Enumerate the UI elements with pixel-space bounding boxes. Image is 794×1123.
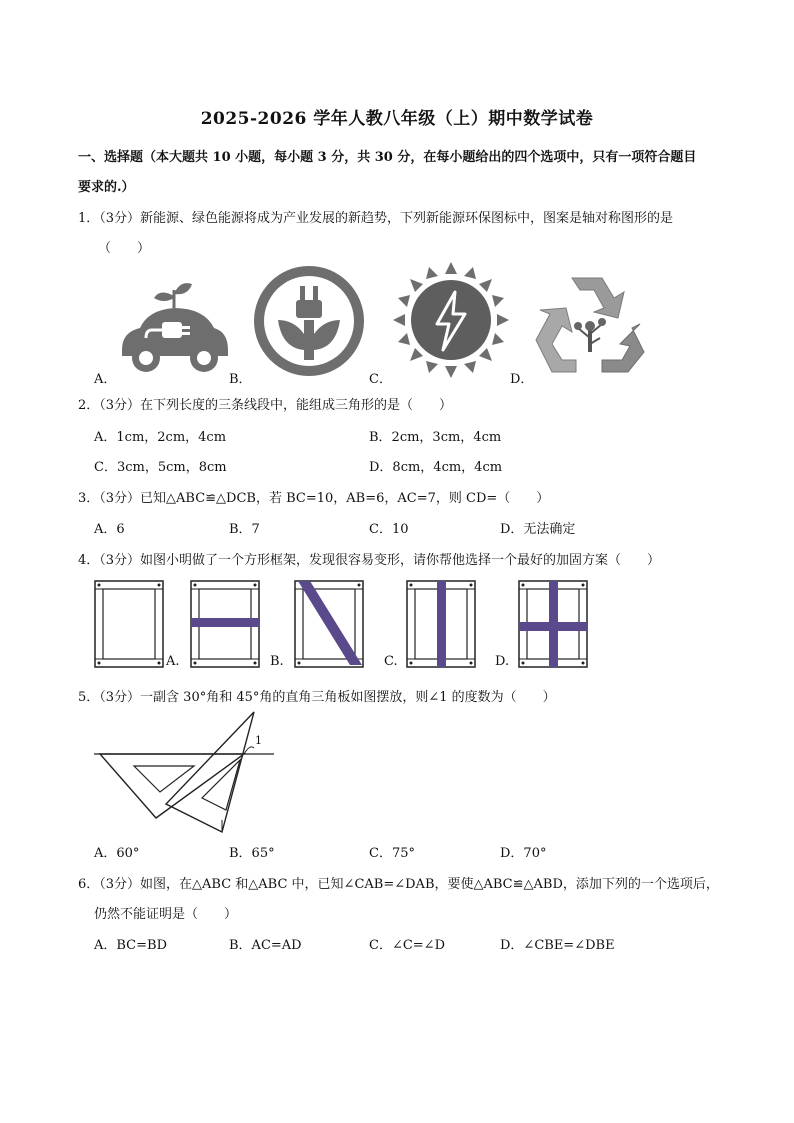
section-heading-line1: 一、选择题（本大题共 10 小题，每小题 3 分，共 30 分，在每小题给出的四个选项中，只有一项符合题目 — [78, 150, 697, 165]
q2-option-a: A．1cm，2cm，4cm — [94, 430, 227, 445]
q5-option-d: D．70° — [500, 846, 547, 861]
q2-stem: 2．（3分）在下列长度的三条线段中，能组成三角形的是（ ） — [78, 398, 453, 413]
plug-plant-icon — [252, 264, 366, 378]
frame-b-figure — [190, 580, 260, 668]
q5-option-c: C．75° — [369, 846, 415, 861]
q1-stem-line2: （ ） — [98, 241, 151, 256]
q3-option-a: A．6 — [94, 522, 125, 537]
q1-label-a: A． — [94, 372, 117, 387]
q6-option-d: D．∠CBE=∠DBE — [500, 938, 615, 953]
angle-1-label: 1 — [255, 734, 262, 747]
q4-stem: 4．（3分）如图小明做了一个方形框架，发现很容易变形，请你帮他选择一个最好的加固方案（ ） — [78, 553, 661, 568]
q3-option-d: D．无法确定 — [500, 522, 576, 537]
q1-label-b: B． — [229, 372, 252, 387]
q5-option-a: A．60° — [94, 846, 140, 861]
q2-option-c: C．3cm，5cm，8cm — [94, 460, 227, 475]
q6-stem-line2: 仍然不能证明是（ ） — [94, 907, 238, 922]
q2-option-d: D．8cm，4cm，4cm — [369, 460, 503, 475]
frame-c-figure — [294, 580, 364, 668]
q5-option-b: B．65° — [229, 846, 275, 861]
frame-a-figure — [94, 580, 164, 668]
set-squares-figure — [94, 708, 284, 832]
frame-d-figure — [406, 580, 476, 668]
page-title: 2025-2026 学年人教八年级（上）期中数学试卷 — [200, 109, 594, 129]
q3-stem: 3．（3分）已知△ABC≌△DCB，若 BC=10，AB=6，AC=7，则 CD=（ ） — [78, 491, 550, 506]
q4-label-d: D. — [495, 654, 510, 669]
q1-label-d: D． — [510, 372, 534, 387]
q4-label-c: C. — [384, 654, 398, 669]
section-heading-line2: 要求的.） — [78, 180, 135, 195]
q5-stem: 5．（3分）一副含 30°角和 45°角的直角三角板如图摆放，则∠1 的度数为（ ） — [78, 690, 556, 705]
q3-option-b: B．7 — [229, 522, 260, 537]
q6-option-b: B．AC=AD — [229, 938, 302, 953]
q4-label-a: A. — [166, 654, 180, 669]
recycle-tree-icon — [532, 268, 650, 378]
frame-e-figure — [518, 580, 588, 668]
q2-option-b: B．2cm，3cm，4cm — [369, 430, 502, 445]
q6-stem-line1: 6．（3分）如图，在△ABC 和△ABC 中，已知∠CAB=∠DAB，要使△ABC≌△ABD，添加下列的一个选项后， — [78, 877, 719, 892]
car-plug-icon — [118, 282, 230, 378]
sun-lightning-icon — [393, 262, 509, 378]
q6-option-c: C．∠C=∠D — [369, 938, 445, 953]
q1-stem-line1: 1．（3分）新能源、绿色能源将成为产业发展的新趋势，下列新能源环保图标中，图案是轴对称图形的是 — [78, 211, 674, 226]
q1-label-c: C． — [369, 372, 392, 387]
q6-option-a: A．BC=BD — [94, 938, 167, 953]
q4-label-b: B. — [270, 654, 284, 669]
q3-option-c: C．10 — [369, 522, 409, 537]
